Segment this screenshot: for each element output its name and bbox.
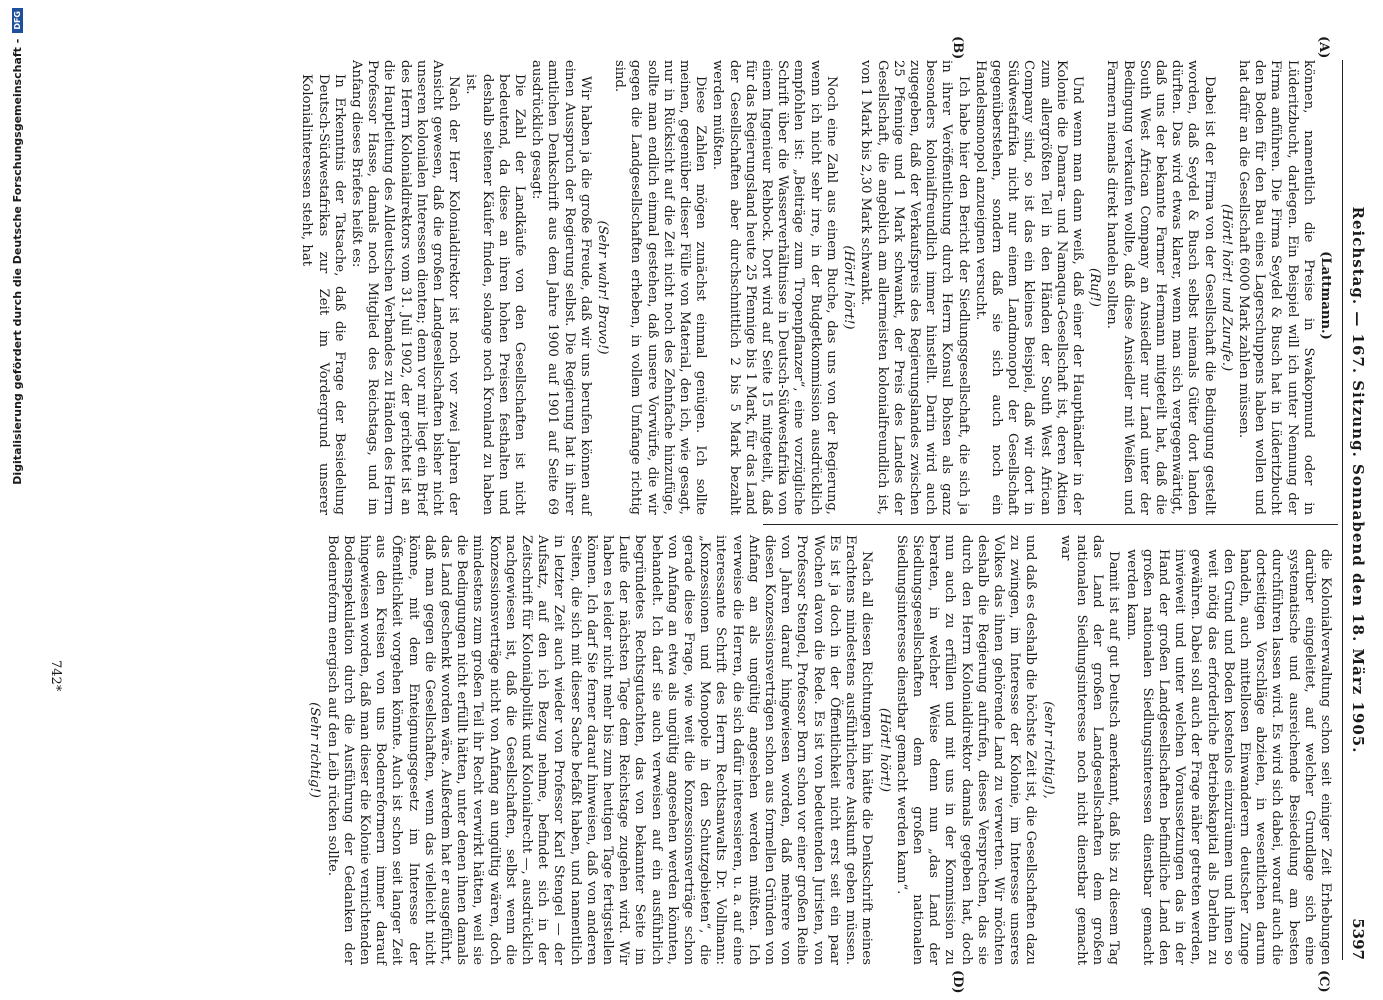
paragraph: Dabei ist der Firma von der Gesellschaft die Bedingung gestellt worden, daß Seydel & Busch selbst niemals Güter dort landen dürften. Das wird etwas klarer, wenn man sich vergegenwärtigt, daß uns der bekannte Farmer Hermann mitgeteilt hat, daß die South West African Company an Ansiedler nur Land unter der Bedingung verkaufen wollte, daß diese Ansiedler mit Weißen und Farmern niemals direkt handeln sollten. [1104,60,1217,515]
signature-mark: 742* [48,660,63,692]
quotation: Die Zahl der Landkäufe von den Gesellschaften ist nicht bedeutend, da diese an ihren hohen Preisen festhalten und deshalb seltener Käufer finden, solange noch Kronland zu haben ist. [463,74,528,515]
digitization-sidebar [6,0,28,1000]
speaker-name: (Lattmann.) [1318,251,1333,340]
interjection: (Hört! hört!) [876,707,892,793]
paragraph: und daß es deshalb die höchste Zeit ist, die Gesellschaften dazu zu zwingen, im Interesse der Kolonie, im Interesse unseres Volkes das ihnen gehörende Land zu verwerten. Wir möchten deshalb die Regierung aufrufen, dieses Versprechen, das sie durch den Herrn Kolonialdirektor damals gegeben hat, doch nun auch zu erfüllen und mit uns in der Kommission zu beraten, in welcher Weise denn nun „das Land der Siedlungsgesellschaften dem großen nationalen Siedlungsinteresse dienstbar gemacht werden kann“. [893,535,1039,965]
interjection: (sehr richtig!), [1040,701,1056,799]
interjection: (Sehr richtig!) [307,702,323,798]
margin-mark-c: (C) [1316,970,1331,993]
paragraph: Damit ist auf gut Deutsch anerkannt, daß bis zu diesem Tag das Land der großen Landgesellschaften dem großen nationalen Siedlungsinteresse noch nicht dienstbar gemacht war [1057,535,1122,965]
header-rule [1342,60,1343,960]
paragraph: Nach der Herr Kolonialdirektor ist noch vor zwei Jahren der Ansicht gewesen, daß die großen Landgesellschaften bisher nicht unseren kolonialen Interessen dienten; denn vor mir liegt ein Brief des Herrn Kolonialdirektors vom 31. Juli 1902, der gerichtet ist an die Hauptleitung des Alldeutschen Verbandes zu Händen des Herrn Professor Hasse, damals noch Mitglied des Reichstags, und im Anfang dieses Briefes heißt es: [349,60,462,515]
right-column [10,535,1333,965]
margin-mark-a: (A) [1316,36,1331,59]
interjection: (Ruf!) [1087,268,1103,307]
quotation: die Kolonialverwaltung schon seit einiger Zeit Erhebungen darüber eingeleitet, auf welcher Grundlage sich eine systematische und ausreichende Besiedelung am besten durchführen lassen wird. Es wird sich dabei, worauf auch die dortseitigen Vorschläge abzielen, in wesentlichen darum handeln, auch mittellosen Einwanderern deutscher Zunge den Grund und Boden kostenlos einzuräumen und ihnen so weit nötig das erforderliche Betriebskapital als Darlehn zu gewähren. Dabei soll auch der Frage näher getreten werden, inwieweit und unter welchen Voraussetzungen das in der Hand der großen Landgesellschaften befindliche Land den großen nationalen Siedlungsinteressen dienstbar gemacht werden kann. [1123,549,1333,965]
page-header [1343,60,1373,960]
header-title: Reichstag. — 167. Sitzung. Sonnabend den 18. März 1905. [1349,206,1367,754]
quotation: In Erkenntnis der Tatsache, daß die Frage der Besiedelung Deutsch-Südwestafrikas zur Zeit im Vordergrund unserer Kolonialinteressen steht, hat [299,74,347,515]
margin-mark-d: (D) [950,970,965,994]
sidebar-credit [6,0,28,1000]
paragraph: Ich habe hier den Bericht der Siedlungsgesellschaft, die sich ja in ihrer Veröffentlichung durch Herrn Konsul Bohsen als ganz besonders kolonialfreundlich immer hinstellt. Darin wird auch zugegeben, daß der Verkaufspreis des Regierungslandes zwischen 25 Pfennige und 1 Mark schwankt, der Preis des Landes der Gesellschaft, die angeblich am allermeisten kolonialfreundlich ist, von 1 Mark bis 2,30 Mark schwankt. [858,60,971,515]
dfg-logo: DFG [12,8,23,33]
paragraph: Noch eine Zahl aus einem Buche, das uns von der Regierung, wenn ich nicht sehr irre, in der Budgetkommission ausdrücklich empfohlen ist: „Beiträge zum Tropenpflanzer“, eine vorzügliche Schrift über die Wasserverhältnisse in Deutsch-Südwestafrika von einem Ingenieur Rehbock. Dort wird auf Seite 15 mitgeteilt, daß für das Regierungsland heute 25 Pfennige bis 1 Mark, für das Land der Gesellschaften aber durchschnittlich 2 bis 5 Mark bezahlt werden müßten. [710,60,839,515]
interjection: (Hört! hört!) [841,245,857,330]
paragraph: Und wenn man dann weiß, daß einer der Haupthändler in der Kolonie die Damara- und Namaqua-Gesellschaft ist, deren Aktien zum allergrößten Teil in den Händen der South West African Company sind, so ist das ein kleines Beispiel, daß wir dort in Südwestafrika nicht nur einem Landmonopol der Gesellschaft gegenüberstehen, sondern daß sie sich auch noch ein Handelsmonopol anzueignen versucht. [972,60,1085,515]
paragraph: Wir haben ja die große Freude, daß wir uns berufen können auf einen Ausspruch der Regierung selbst. Die Regierung hat in ihrer amtlichen Denkschrift aus dem Jahre 1900 auf 1901 auf Seite 69 ausdrücklich gesagt: [529,60,593,515]
column-rule [763,524,1338,525]
interjection: (Sehr wahr! Bravo!) [595,220,611,355]
interjection: (Hört! hört! und Zurufe.) [1218,203,1234,372]
page-number: 5397 [1349,918,1367,960]
margin-mark-b: (B) [950,36,965,60]
paragraph: können, namentlich die Preise in Swakopmund oder in Lüderitzbucht, darlegen. Ein Beispiel will ich unter Nennung der Firma anführen. Die Firma Seydel & Busch hat in Lüderitzbucht den Boden für den Bau eines Lagerschuppens haben wollen und hat dafür an die Gesellschaft 6000 Mark zahlen müssen. [1235,60,1316,515]
paragraph: Diese Zahlen mögen zunächst einmal genügen. Ich sollte meinen, gegenüber dieser Fülle von Material, den ich, wie gesagt, nur in Rücksicht auf die Zeit nicht noch des Zehnfache hinzufüge, sollte man endlich einmal gestehen, daß unsere Vorwürfe, die wir gegen die Landgesellschaften erheben, in vollem Umfange richtig sind. [612,60,709,515]
left-column [10,60,1333,515]
sidebar-credit-text: Digitalisierung gefördert durch die Deutsche Forschungsgemeinschaft - [10,38,24,485]
paragraph: Nach all diesen Richtungen hin hätte die Denkschrift meines Erachtens mindestens ausführlichere Auskunft geben müssen. Es ist ja doch in der Öffentlichkeit nicht erst seit ein paar Wochen davon die Rede. Es ist von bedeutenden Juristen, von Professor Stengel, Professor Born schon vor einer großen Reihe von Jahren darauf hingewiesen worden, daß mehrere von diesen Konzessionsverträgen schon aus formellen Gründen von Anfang an als ungültig angesehen werden müßten. Ich verweise die Herren, die sich dafür interessieren, u. a. auf eine interessante Schrift des Herrn Rechtsanwalts Dr. Vollmann: „Konzessionen und Monopole in den Schutzgebieten“, die gerade diese Frage, wie weit die Konzessionsverträge schon von Anfang an etwa als ungültig angesehen werden könnten, behandelt. Ich darf sie auch verweisen auf ein ausführlich begründetes Rechtsgutachten, das von bekannter Seite im Laufe der nächsten Tage dem Reichstage zugehen wird. Wir haben es leider nicht mehr bis zum heutigen Tage fertigstellen können. Ich darf Sie ferner darauf hinweisen, daß von anderen Seiten, die sich mit dieser Sache befaßt haben, und namentlich in letzter Zeit auch wieder von Professor Karl Stengel — der Aufsatz, auf den ich Bezug nehme, befindet sich in der Zeitschrift für Kolonialpolitik und Kolonialrecht —, ausdrücklich nachgewiesen ist, daß die Gesellschaften, selbst wenn die Konzessionsverträge nicht von Anfang an ungültig wären, doch mindestens zum großen Teil ihr Recht verwirkt hätten, weil sie die Bedingungen nicht erfüllt hätten, unter denen ihnen damals das Land geschenkt worden wäre. Außerdem hat er ausgeführt, daß man gegen die Gesellschaften, wenn das vielleicht nicht könne, mit dem Enteignungsgesetz im Interesse der Öffentlichkeit vorgehen könnte. Auch ist schon seit langer Zeit aus den Kreisen von uns Bodenreformern immer darauf hingewiesen worden, daß man dieser die Kolonie vernichtenden Bodenspekulation durch die Ausführung der Gedanken der Bodenreform energisch auf den Leib rücken sollte. [324,535,875,966]
